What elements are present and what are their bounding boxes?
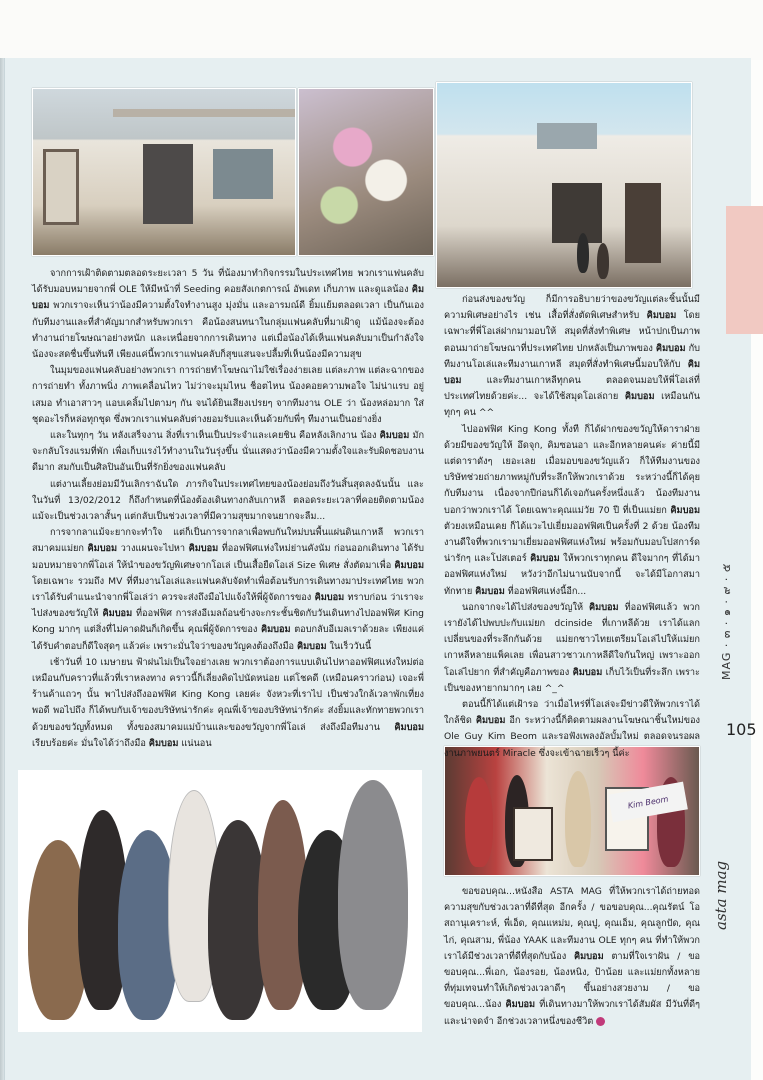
text-run: ที่เดินทางมาให้พวกเราได้สัมผัส มีวันที่ดีๆ และน่าจดจำ อีกช่วงเวลาหนึ่งของชีวิต <box>444 999 700 1027</box>
name-highlight: คิมบอม <box>102 608 133 620</box>
text-run: เรียบร้อยค่ะ มั่นใจได้ว่าถึงมือ <box>32 737 149 749</box>
page-top-margin <box>0 0 763 60</box>
text-run: เหมือนกันทุกๆ คน ^^ <box>444 391 700 419</box>
text-run: การจากลาแม้จะยากจะทำใจ แต่ก็เป็นการจากลาเพื่อพบกันใหม่บนพื้นแผ่นดินเกาหลี พวกเราสมาคมแม่ยก <box>32 527 424 555</box>
name-highlight: คิมบอม <box>624 391 655 403</box>
name-highlight: คิมบอม <box>87 543 118 555</box>
text-run: ที่ออฟฟิศแล้ว พวกเรายังได้ไปพบปะกับแม่ยก dcinside ที่เกาหลีด้วย เราได้แลกเปลี่ยนของที่ระลึกกันด้วย แม่ยกชาวไทยเตรียมโอเล่ไปให้แม่ยกเกาหลีหลายแพ็คเลย เพื่อนสาวชาวเกาหลีดีใจกันใหญ่ เพราะออกโอเล่ไปยาก ที่สำคัญคือภาพของ <box>444 601 700 678</box>
office-building-photo <box>32 88 296 256</box>
acknowledgement-block <box>444 884 700 1030</box>
text-run: กับทีมงานโอเล่และทีมงานเกาหลี สมุดที่สั่งทำพิเศษนี้มอบให้กับ <box>444 342 700 370</box>
text-run: โดยเฉพาะ รวมถึง MV ที่ทีมงานโอเล่และแฟนคลับจัดทำเพื่อต้อนรับการเดินทางมาประเทศไทย พวกเราได้รับคำแนะนำจากพี่โอเล่ว่า ควรจะส่งถึงมือไปแจ้งให้พี่ผู้จัดการของ <box>32 575 424 604</box>
name-highlight: คิมบอม <box>655 342 686 354</box>
text-run: วางแผนจะไปหา <box>117 543 189 555</box>
text-run: ก่อนส่งของขวัญ ก็มีการอธิบายว่าของขวัญแต่ละชิ้นนั้นมีความพิเศษอย่างไร เช่น เสื้อที่สั่งตัดพิเศษสำหรับ <box>444 294 700 322</box>
text-run: ทราบก่อน ว่าเราจะไปส่งของขวัญให้ <box>32 592 424 620</box>
kim-beom-banner: Kim Beom <box>608 782 688 823</box>
name-highlight: คิมบอม <box>589 601 619 613</box>
name-highlight: คิมบอม <box>505 999 536 1011</box>
text-run: แต่งานเลี้ยงย่อมมีวันเลิกราฉันใด ภารกิจในประเทศไทยของน้องย่อมถึงวันสิ้นสุดลงฉันนั้น และในวันที่ 13/02/2012 ก็ถึงกำหนดที่น้องต้องเดินทางกลับเกาหลี ตลอดระยะเวลาที่คอยติดตามน้อง แม้จะเป็นช่วงเวลาสั้นๆ แต่กลับเป็นช่วงเวลาที่มีความสุขมากจนยากจะลืม... <box>32 478 424 523</box>
text-run: ตอบกลับอีเมลเราด้วยละ เพียงแค่ได้รับคำตอบก็ดีใจสุดๆ แล้วค่ะ เพราะมั่นใจว่าของขวัญคงต้องถึงมือ <box>32 624 424 652</box>
text-run: และทีมงานเกาหลีทุกคน ตลอดจนมอบให้พี่โอเล่ที่ประเทศไทยด้วยค่ะ... จะได้ใช้สมุดโอเล่ถาย <box>444 375 700 403</box>
text-run: ที่ออฟฟิศ การส่งอีเมลถ้อนข้างจะกระชั้นชิดกับวันเดินทางไปออฟฟิศ King Kong มากๆ แต่สิ่งที่ไม่คาดฝันก็เกิดขึ้น คุณพี่ผู้จัดการของ <box>32 608 425 636</box>
name-highlight: คิมบอม <box>379 430 410 442</box>
text-run: ให้พวกเราทุกคน ดีใจมากๆ ที่ได้มาออฟฟิศแห่งใหม่ หวังว่าอีกไม่นานนับจากนี้ จะได้มีโอกาสมาทักทาย <box>444 553 700 597</box>
text-run: และในทุกๆ วัน หลังเสร็จงาน สิ่งที่เราเห็นเป็นประจำและเคยชิน คือหลังเลิกงาน น้อง <box>50 430 380 442</box>
text-run: เก็บไว้เป็นที่ระลึก เพราะเป็นของหายากมากๆ เลย ^_^ <box>444 666 700 694</box>
asta-mag-logo: asta mag <box>712 860 730 930</box>
name-highlight: คิมบอม <box>394 559 424 571</box>
end-mark-icon <box>596 1017 605 1026</box>
text-run: อีก ระหว่างนี้ก็ติดตามผลงานโฆษณาชิ้นใหม่ของ Ole Guy Kim Beom และรอฟังเพลงอัลบั้มใหม่ ตลอดจนรอผลงานภาพยนตร์ Miracle ซึ่งจะเข้าฉายเร็วๆ นี้ค่ะ <box>444 715 700 759</box>
text-run: ที่ออฟฟิศแห่งนี้อีก... <box>504 585 587 597</box>
page-number: 105 <box>726 720 757 739</box>
group-fan-photo <box>18 770 422 1032</box>
magazine-label: MAG · ๓ · ๑ · ๙ · ๕ <box>720 562 733 680</box>
text-run: นอกจากจะได้ไปส่งของขวัญให้ <box>462 601 589 613</box>
office-entrance-photo <box>436 82 692 288</box>
name-highlight: คิมบอม <box>296 640 327 652</box>
name-highlight: คิมบอม <box>394 721 424 733</box>
name-highlight: คิมบอม <box>530 553 560 565</box>
text-run: ที่ออฟฟิศแห่งใหม่ย่านคังนัม ก่อนออกเดินทาง ได้รับมอบหมายจากพี่โอเล่ ให้นำของขวัญพิเศษจากโอเล่ เป็นเสื้อยืดโอเล่ Size พิเศษ สั่งตัดมาเพื่อ <box>32 543 425 571</box>
name-highlight: คิมบอม <box>475 715 506 727</box>
right-article-column <box>444 292 700 762</box>
text-run: เช้าวันที่ 10 เมษายน ฟ้าฝนไม่เป็นใจอย่างเลย พวกเราต้องการแบบเดินไปหาออฟฟิศแห่งใหม่ต่อเหมือนกับคราวที่แล้วที่เราหลงทาง คราวนี้ก็เลี่ยงคิดไปนัดหน่อย แต่โชคดี (เหมือนคราวก่อน) เจอะพี่ร้านค้าแถวๆ นั้น พาไปส่งถึงออฟฟิศ King Kong เลยค่ะ จังหวะที่เราไป เป็นช่วงใกล้เวลาพักเที่ยงพอดี พอไปถึง ก็ได้พบกับเจ้าของบริษัทน่ารักค่ะ คุณพี่เจ้าของบริษัทน่ารักค่ะ ส่งยิ้มและทักทายพวกเราด้วยของขวัญทั้งหมด ทั้งของสมาคมแม่บ้านและของขวัญจากพี่โอเล่ ส่งถึงมือทีมงาน <box>32 656 424 733</box>
name-highlight: คิมบอม <box>314 592 345 604</box>
name-highlight: คิมบอม <box>444 358 700 387</box>
name-highlight: คิมบอม <box>646 310 677 322</box>
text-run: โดยเฉพาะที่พี่โอเล่ฝากมามอบให้ สมุดที่สั่งทำพิเศษ หน้าปกเป็นภาพตอนมาถ่ายโฆษณาที่ประเทศไทย ปกหลังเป็นภาพของ <box>444 310 700 354</box>
name-highlight: คิมบอม <box>32 284 424 312</box>
name-highlight: คิมบอม <box>574 950 604 962</box>
name-highlight: คิมบอม <box>148 737 179 749</box>
text-run: ตัวยงเหมือนเคย ก็ได้แวะไปเยี่ยมออฟฟิศเป็นครั้งที่ 2 ด้วย น้องทีมงานดีใจที่พวกเรามาเยี่ยมออฟฟิศแห่งใหม่ พร้อมกับมอบโปสการ์ดน่ารักๆ และโปสเตอร์ <box>444 520 700 565</box>
text-run: ขอขอบคุณ...หนังสือ ASTA MAG ที่ให้พวกเราได้ถ่ายทอดความสุขกับช่วงเวลาที่ดีที่สุด อีกครั้ง / ขอขอบคุณ...คุณรัตน์ โอสถานุเคราะห์, พี่เอ็ด, คุณแหม่ม, คุณปู, คุณเอ็ม, คุณลูกปัด, คุณไก่, คุณสาม, พี่น้อง YAAK และทีมงาน OLE ทุกๆ คน ที่ทำให้พวกเราได้มีช่วงเวลาที่ดีที่สุดกับน้อง <box>444 886 700 962</box>
text-run: พวกเราจะเห็นว่าน้องมีความตั้งใจทำงานสูง มุ่งมั่น และอารมณ์ดี ยิ้มแย้มตลอดเวลา เป็นกันเองกับทีมงานและที่สำคัญมากสำหรับพวกเรา คือน้องสนทนาในกลุ่มแฟนคลับที่มาเฝ้าดู แม้น้องจะต้องทำงานถ่ายโฆษณาอย่างหนัก และเหนื่อยจากการเดินทาง แต่เมื่อน้องได้เห็นแฟนคลับมาเป็นกำลังใจ น้องจะสดชื่นขึ้นทันที เพียงแค่นี้พวกเราแฟนคลับก็สุขแสนจะปลื้มที่เห็นน้องมีความสุข <box>32 300 424 361</box>
text-run: จากการเฝ้าติดตามตลอดระยะเวลา 5 วัน ที่น้องมาทำกิจกรรมในประเทศไทย พวกเราแฟนคลับได้รับมอบหมายจากพี่ OLE ให้มีหน้าที่ Seeding คอยสังเกตการณ์ อัพเดท เก็บภาพ และดูแลน้อง <box>32 268 424 296</box>
text-run: ไปออฟฟิศ King Kong ทั้งที ก็ได้ฝากของขวัญให้ดาราฝ่ายด้วยมีของขวัญให้ อึดจุก, คิมซอนอา และอีกหลายคนค่ะ ค่ายนี้มีแต่ดาราดังๆ เยอะเลย เมื่อมอบของขวัญแล้ว ก็ให้ทีมงานของบริษัทช่วยถ่ายภาพหมู่กับที่ระลึกให้พวกเราด้วย ระหว่างนี้ก็ได้คุยกับทีมงาน เนื่องจากปีก่อนก็ได้เจอกันครั้งหนึ่งแล้ว น้องทีมงานบอกว่าพวกเราได้ โดยเฉพาะคุณแม่วัย 70 ปี ที่เป็นแม่ยก <box>444 423 700 516</box>
text-run: ตามที่ใจเราฝัน / ขอขอบคุณ...พี่เอก, น้องรอย, น้องหนิง, ป้าน้อย และแม่ยกทั้งหลาย ที่ทุ่มเทจนทำให้เกิดช่วงเวลาดีๆ ขึ้นอย่างสวยงาม / ขอขอบคุณ...น้อง <box>444 950 700 1011</box>
name-highlight: คิมบอม <box>572 666 603 678</box>
name-highlight: คิมบอม <box>188 543 219 555</box>
flower-bouquet-photo <box>298 88 434 256</box>
text-run: ตอนนี้ก็ได้แต่เฝ้ารอ ว่าเมื่อไหร่ที่โอเล่จะมีข่าวดีให้พวกเราได้ใกล้ชิด <box>444 699 700 727</box>
left-article-column <box>32 266 424 752</box>
text-run: แน่นอน <box>178 737 212 749</box>
text-run: ในเร็ววันนี้ <box>326 640 372 652</box>
name-highlight: คิมบอม <box>475 585 505 597</box>
page-edge-tab <box>726 206 763 334</box>
text-run: มักจะกลับโรงแรมที่พัก เพื่อเก็บแรงไว้ทำงานในวันรุ่งขึ้น นั่นแสดงว่าน้องมีความตั้งใจและรับผิดชอบงานดีมาก สมกับเป็นศิลปินอันเป็นที่รักยิ่งของแฟนคลับ <box>32 430 425 474</box>
name-highlight: คิมบอม <box>670 504 700 516</box>
text-run: ในมุมของแฟนคลับอย่างพวกเรา การถ่ายทำโฆษณาไม่ใช่เรื่องง่ายเลย แต่ละภาพ แต่ละฉากของการถ่ายทำ ทั้งภาพนิ่ง ภาพเคลื่อนไหว ไม่ว่าจะมุมไหน ช็อตไหน น้องคอยความพอใจ ไม่น่าแรบ อยู่เสมอ ทำเอาสาวๆ แอบเคลิ้มไปตามๆ กัน จนได้ยินเสียงเปรยๆ จากทีมงาน OLE ว่า น้องหล่อมาก ใส่ชุดอะไรก็หล่อทุกชุด ซึ่งพวกเราแฟนคลับต่างยอมรับและเห็นด้วยกับพี่ๆ ทีมงานเป็นอย่างยิ่ง <box>32 365 424 425</box>
name-highlight: คิมบอม <box>260 624 291 636</box>
